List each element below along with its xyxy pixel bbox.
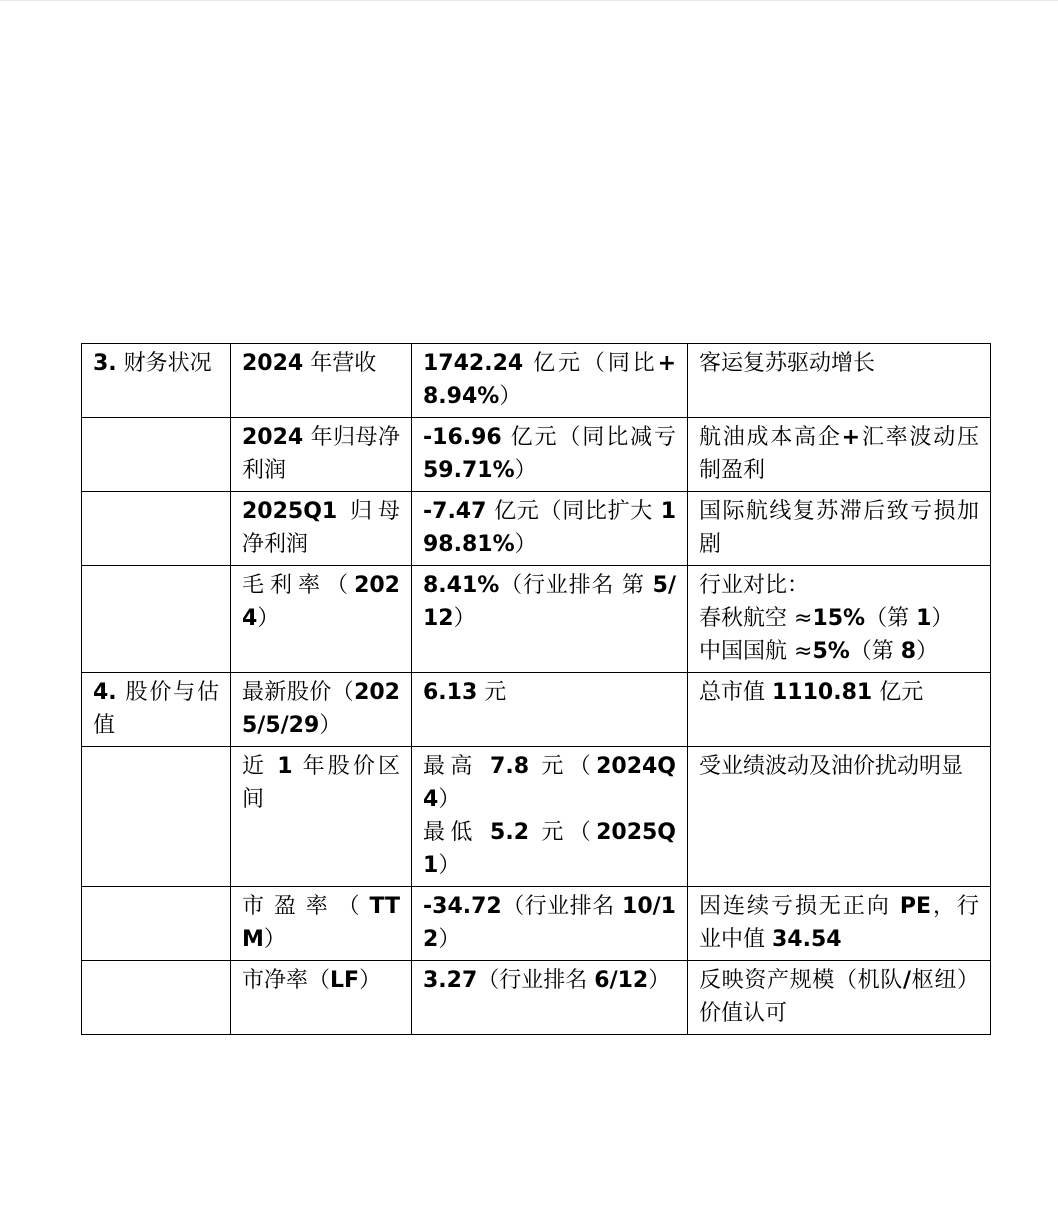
value-cell: 3.27（行业排名 6/12）: [412, 961, 688, 1035]
metric-cell: 2024 年营收: [231, 344, 412, 418]
table-row: [82, 747, 991, 887]
note-cell: [688, 961, 991, 1035]
metric-cell: 毛利率（2024）: [231, 566, 412, 673]
metric-cell: 2024 年归母净利润: [231, 418, 412, 492]
note-line: 国际航线复苏滞后致亏损加剧: [699, 499, 979, 557]
metric-cell: 2025Q1 归母净利润: [231, 492, 412, 566]
value-cell: -7.47 亿元（同比扩大 198.81%）: [412, 492, 688, 566]
table-row: [82, 492, 991, 566]
note-cell: [688, 418, 991, 492]
note-cell: [688, 344, 991, 418]
category-cell: 3. 财务状况: [82, 344, 231, 418]
value-cell: 6.13 元: [412, 673, 688, 747]
note-line: 因连续亏损无正向 PE，行业中值 34.54: [699, 894, 979, 952]
note-cell: [688, 887, 991, 961]
category-cell: [82, 961, 231, 1035]
table-row: [82, 673, 991, 747]
note-line: 行业对比：: [699, 573, 810, 598]
value-cell: -34.72（行业排名 10/12）: [412, 887, 688, 961]
note-line: 受业绩波动及油价扰动明显: [699, 754, 964, 779]
note-cell: [688, 747, 991, 887]
value-line: 最低 5.2 元（2025Q1）: [423, 820, 677, 878]
note-line: 航油成本高企+汇率波动压制盈利: [699, 425, 979, 483]
category-cell: [82, 418, 231, 492]
category-cell: [82, 492, 231, 566]
note-line: 客运复苏驱动增长: [699, 351, 876, 376]
table-row: [82, 418, 991, 492]
metric-cell: 市净率（LF）: [231, 961, 412, 1035]
page-top-border: [0, 0, 1058, 1]
value-line: 最高 7.8 元（2024Q4）: [423, 754, 677, 812]
table-row: [82, 961, 991, 1035]
financial-valuation-table: [81, 343, 991, 1035]
value-cell: 8.41%（行业排名 第 5/12）: [412, 566, 688, 673]
note-cell: [688, 673, 991, 747]
note-line: 中国国航 ≈5%（第 8）: [699, 639, 939, 664]
value-cell: [412, 747, 688, 887]
note-line: 反映资产规模（机队/枢纽）价值认可: [699, 968, 979, 1026]
table-row: [82, 344, 991, 418]
category-cell: [82, 887, 231, 961]
value-cell: -16.96 亿元（同比减亏 59.71%）: [412, 418, 688, 492]
table-row: [82, 887, 991, 961]
note-cell: [688, 566, 991, 673]
metric-cell: 最新股价（2025/5/29）: [231, 673, 412, 747]
category-cell: [82, 566, 231, 673]
table-row: [82, 566, 991, 673]
value-cell: 1742.24 亿元（同比+8.94%）: [412, 344, 688, 418]
metric-cell: 近 1 年股价区间: [231, 747, 412, 887]
note-line: 总市值 1110.81 亿元: [699, 680, 924, 705]
metric-cell: 市盈率（TTM）: [231, 887, 412, 961]
note-line: 春秋航空 ≈15%（第 1）: [699, 606, 954, 631]
note-cell: [688, 492, 991, 566]
category-cell: [82, 747, 231, 887]
category-cell: 4. 股价与估值: [82, 673, 231, 747]
